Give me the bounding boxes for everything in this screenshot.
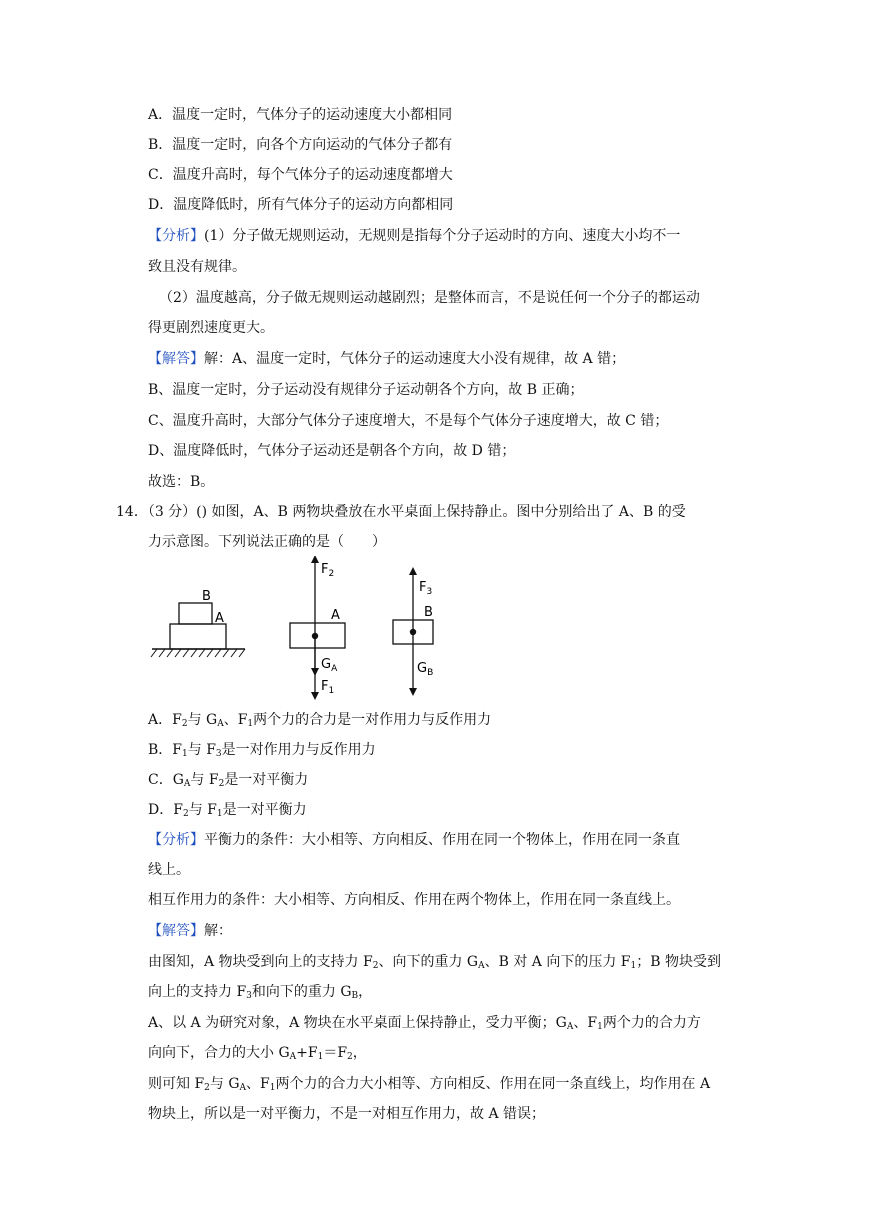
q14-option-b: B．$F_1$与 $F_3$是一对作用力与反作用力 — [148, 742, 376, 759]
label-block-b: B — [424, 605, 433, 620]
q14-answer-line-5: 则可知 $F_2$与 $G_A$、$F_1$两个力的合力大小相等、方向相反、作用在同一条直线上，均作用在 A — [148, 1076, 711, 1093]
block-b-rect — [179, 603, 212, 624]
label-f2: $F_2$ — [321, 562, 335, 579]
q14-analysis-line-2: 线上。 — [148, 862, 190, 878]
q13-analysis-line-3: （2）温度越高，分子做无规则运动越剧烈；是整体而言，不是说任何一个分子的都运动 — [159, 290, 700, 306]
answer-text: 解： — [204, 923, 232, 939]
q13-option-c: C．温度升高时，每个气体分子的运动速度都增大 — [148, 167, 453, 183]
table-hatching — [151, 649, 245, 657]
q13-answer-line-1 — [148, 349, 625, 369]
q13-choice: 故选：B。 — [148, 474, 215, 490]
q14-answer-head — [148, 921, 232, 941]
q13-analysis-line-4: 得更剧烈速度更大。 — [148, 320, 274, 336]
block-a-rect — [170, 624, 226, 649]
answer-text: 解：A、温度一定时，气体分子的运动速度大小没有规律，故 A 错； — [204, 351, 626, 367]
q14-answer-line-3: A、以 A 为研究对象，A 物块在水平桌面上保持静止，受力平衡；$G_A$、$F_1$两个力的合力方 — [148, 1015, 701, 1032]
analysis-tag: 【分析】 — [148, 832, 204, 848]
q13-analysis-line-1 — [148, 226, 680, 246]
q13-answer-line-3: C、温度升高时，大部分气体分子速度增大，不是每个气体分子速度增大，故 C 错； — [148, 413, 669, 429]
q14-analysis-line-3: 相互作用力的条件：大小相等、方向相反、作用在两个物体上，作用在同一条直线上。 — [148, 892, 680, 908]
q13-option-a: A．温度一定时，气体分子的运动速度大小都相同 — [148, 107, 453, 123]
q13-option-b: B．温度一定时，向各个方向运动的气体分子都有 — [148, 137, 453, 153]
analysis-text: 平衡力的条件：大小相等、方向相反、作用在同一个物体上，作用在同一条直 — [204, 832, 680, 848]
label-ga: $G_A$ — [321, 657, 338, 674]
q14-answer-line-2: 向上的支持力 $F_3$和向下的重力 $G_B$， — [148, 984, 373, 1001]
q14-answer-line-6: 物块上，所以是一对平衡力，不是一对相互作用力，故 A 错误； — [148, 1106, 546, 1122]
answer-tag: 【解答】 — [148, 923, 204, 939]
label-gb: $G_B$ — [417, 661, 434, 678]
q14-option-d: D．$F_2$与 $F_1$是一对平衡力 — [148, 802, 307, 819]
analysis-tag: 【分析】 — [148, 228, 204, 244]
analysis-text: (1）分子做无规则运动，无规则是指每个分子运动时的方向、速度大小均不一 — [204, 228, 681, 244]
answer-tag: 【解答】 — [148, 351, 204, 367]
q13-analysis-line-2: 致且没有规律。 — [148, 259, 246, 275]
block-b-label: B — [202, 589, 211, 604]
stacked-blocks-diagram — [151, 589, 245, 657]
q14-stem-line-2: 力示意图。下列说法正确的是（ ） — [148, 534, 386, 550]
q14-answer-line-1: 由图知，A 物块受到向上的支持力 $F_2$、向下的重力 $G_A$、B 对 A 向下的压力 $F_1$；B 物块受到 — [148, 954, 722, 971]
label-block-a: A — [331, 608, 340, 623]
q14-stem-line-1: 14．（3 分）() 如图，A、B 两物块叠放在水平桌面上保持静止。图中分别给出了 A、B 的受 — [116, 504, 686, 520]
force-diagram-a — [290, 559, 345, 696]
force-diagram-figure — [145, 556, 445, 702]
force-diagram-b — [393, 571, 433, 692]
q13-answer-line-4: D、温度降低时，气体分子运动还是朝各个方向，故 D 错； — [148, 443, 516, 459]
center-dot-b — [410, 629, 416, 635]
q14-answer-line-4: 向向下，合力的大小 $G_A+F_1=F_2$， — [148, 1045, 367, 1062]
center-dot-a — [312, 633, 318, 639]
block-a-label: A — [215, 611, 224, 626]
label-f1: $F_1$ — [321, 679, 335, 696]
label-f3: $F_3$ — [419, 580, 433, 597]
q13-option-d: D．温度降低时，所有气体分子的运动方向都相同 — [148, 197, 454, 213]
q14-option-a: A．$F_2$与 $G_A$、$F_1$两个力的合力是一对作用力与反作用力 — [148, 712, 492, 729]
q13-answer-line-2: B、温度一定时，分子运动没有规律分子运动朝各个方向，故 B 正确； — [148, 382, 584, 398]
q14-option-c: C．$G_A$与 $F_2$是一对平衡力 — [148, 772, 309, 789]
q14-analysis-line-1 — [148, 830, 680, 850]
